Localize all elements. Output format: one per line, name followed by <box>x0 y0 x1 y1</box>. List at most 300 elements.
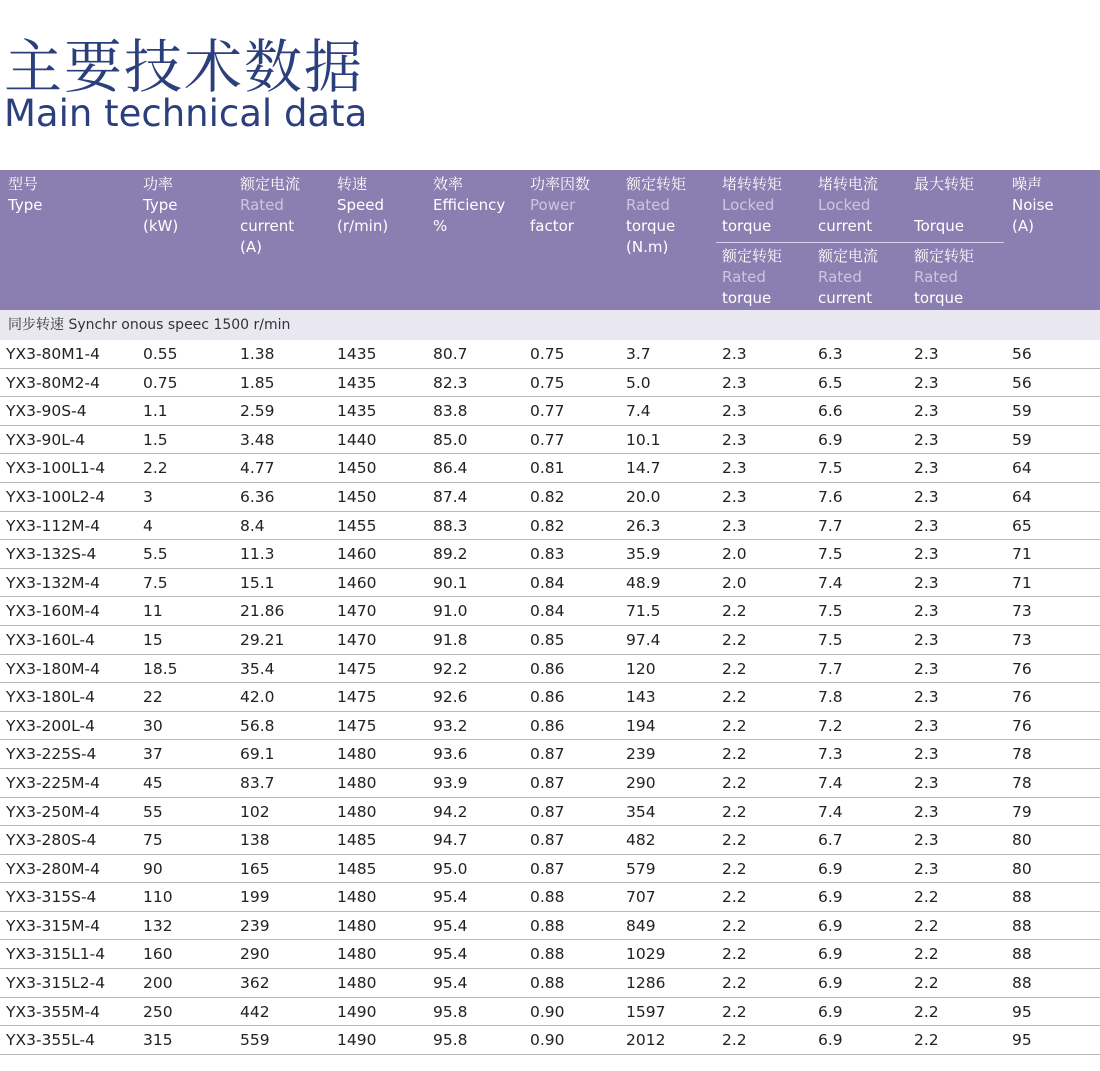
cell-efficiency: 95.8 <box>433 1002 468 1021</box>
page-title-english: Main technical data <box>4 92 368 135</box>
cell-speed: 1435 <box>337 402 377 421</box>
cell-power: 200 <box>143 974 173 993</box>
cell-power: 0.75 <box>143 373 178 392</box>
cell-current: 11.3 <box>240 545 275 564</box>
cell-locked-torque-ratio: 2.0 <box>722 573 747 592</box>
cell-power: 2.2 <box>143 459 168 478</box>
header-locked-torque-denominator: 额定转矩 Rated torque <box>722 247 783 307</box>
cell-noise: 64 <box>1012 487 1032 506</box>
section-row-synchronous-speed: 同步转速 Synchr onous speec 1500 r/min <box>0 310 1100 340</box>
cell-max-torque-ratio: 2.2 <box>914 945 939 964</box>
header-max-torque: 最大转矩 Torque <box>914 175 975 235</box>
table-row <box>0 597 1100 626</box>
cell-power-factor: 0.83 <box>530 545 565 564</box>
cell-noise: 56 <box>1012 373 1032 392</box>
cell-rated-torque: 97.4 <box>626 630 661 649</box>
cell-efficiency: 87.4 <box>433 487 468 506</box>
cell-locked-torque-ratio: 2.3 <box>722 373 747 392</box>
cell-locked-current-ratio: 7.4 <box>818 802 843 821</box>
cell-noise: 65 <box>1012 516 1032 535</box>
cell-type: YX3-132M-4 <box>6 573 100 592</box>
cell-locked-torque-ratio: 2.2 <box>722 745 747 764</box>
cell-speed: 1480 <box>337 802 377 821</box>
cell-locked-torque-ratio: 2.3 <box>722 487 747 506</box>
cell-current: 559 <box>240 1031 270 1050</box>
cell-max-torque-ratio: 2.3 <box>914 573 939 592</box>
cell-noise: 76 <box>1012 659 1032 678</box>
cell-power: 18.5 <box>143 659 178 678</box>
cell-power: 250 <box>143 1002 173 1021</box>
cell-locked-current-ratio: 7.7 <box>818 516 843 535</box>
cell-current: 3.48 <box>240 430 275 449</box>
cell-locked-current-ratio: 6.9 <box>818 916 843 935</box>
cell-max-torque-ratio: 2.3 <box>914 630 939 649</box>
cell-rated-torque: 707 <box>626 888 656 907</box>
cell-power: 110 <box>143 888 173 907</box>
cell-rated-torque: 579 <box>626 859 656 878</box>
cell-speed: 1435 <box>337 373 377 392</box>
cell-locked-torque-ratio: 2.2 <box>722 916 747 935</box>
header-current: 额定电流 Rated current (A) <box>240 175 301 256</box>
cell-type: YX3-315S-4 <box>6 888 97 907</box>
cell-current: 29.21 <box>240 630 285 649</box>
table-row <box>0 969 1100 998</box>
cell-locked-current-ratio: 7.2 <box>818 716 843 735</box>
cell-current: 138 <box>240 831 270 850</box>
cell-type: YX3-355M-4 <box>6 1002 100 1021</box>
cell-noise: 56 <box>1012 345 1032 363</box>
cell-rated-torque: 143 <box>626 688 656 707</box>
cell-power-factor: 0.87 <box>530 773 565 792</box>
cell-type: YX3-80M2-4 <box>6 373 100 392</box>
table-row <box>0 426 1100 455</box>
cell-power-factor: 0.88 <box>530 945 565 964</box>
cell-noise: 88 <box>1012 888 1032 907</box>
cell-speed: 1435 <box>337 345 377 363</box>
cell-locked-current-ratio: 7.5 <box>818 545 843 564</box>
table-row <box>0 1026 1100 1055</box>
cell-power-factor: 0.87 <box>530 859 565 878</box>
table-row <box>0 740 1100 769</box>
cell-type: YX3-180L-4 <box>6 688 95 707</box>
cell-locked-current-ratio: 6.3 <box>818 345 843 363</box>
cell-locked-torque-ratio: 2.0 <box>722 545 747 564</box>
cell-type: YX3-280M-4 <box>6 859 100 878</box>
cell-speed: 1440 <box>337 430 377 449</box>
cell-speed: 1450 <box>337 459 377 478</box>
cell-locked-current-ratio: 7.6 <box>818 487 843 506</box>
cell-rated-torque: 3.7 <box>626 345 651 363</box>
table-row <box>0 712 1100 741</box>
cell-efficiency: 82.3 <box>433 373 468 392</box>
cell-power-factor: 0.87 <box>530 802 565 821</box>
cell-current: 2.59 <box>240 402 275 421</box>
cell-power: 0.55 <box>143 345 178 363</box>
cell-power: 1.5 <box>143 430 168 449</box>
header-max-torque-denominator: 额定转矩 Rated torque <box>914 247 975 307</box>
cell-speed: 1480 <box>337 974 377 993</box>
cell-current: 4.77 <box>240 459 275 478</box>
cell-power-factor: 0.82 <box>530 516 565 535</box>
cell-efficiency: 91.0 <box>433 602 468 621</box>
cell-efficiency: 95.4 <box>433 945 468 964</box>
table-row <box>0 826 1100 855</box>
cell-max-torque-ratio: 2.3 <box>914 859 939 878</box>
cell-power-factor: 0.75 <box>530 345 565 363</box>
cell-rated-torque: 1029 <box>626 945 666 964</box>
cell-locked-torque-ratio: 2.2 <box>722 1031 747 1050</box>
cell-speed: 1475 <box>337 716 377 735</box>
header-locked-current-denominator: 额定电流 Rated current <box>818 247 879 307</box>
cell-type: YX3-315L2-4 <box>6 974 106 993</box>
cell-noise: 64 <box>1012 459 1032 478</box>
cell-current: 239 <box>240 916 270 935</box>
cell-locked-current-ratio: 6.5 <box>818 373 843 392</box>
cell-locked-torque-ratio: 2.3 <box>722 402 747 421</box>
cell-speed: 1460 <box>337 573 377 592</box>
cell-max-torque-ratio: 2.3 <box>914 345 939 363</box>
cell-locked-torque-ratio: 2.2 <box>722 659 747 678</box>
cell-speed: 1455 <box>337 516 377 535</box>
cell-speed: 1490 <box>337 1031 377 1050</box>
cell-type: YX3-355L-4 <box>6 1031 95 1050</box>
table-row <box>0 798 1100 827</box>
cell-current: 199 <box>240 888 270 907</box>
cell-rated-torque: 354 <box>626 802 656 821</box>
cell-efficiency: 80.7 <box>433 345 468 363</box>
cell-locked-current-ratio: 7.5 <box>818 459 843 478</box>
cell-noise: 73 <box>1012 602 1032 621</box>
cell-efficiency: 95.4 <box>433 974 468 993</box>
cell-efficiency: 83.8 <box>433 402 468 421</box>
table-row <box>0 626 1100 655</box>
cell-power-factor: 0.84 <box>530 573 565 592</box>
table-row <box>0 883 1100 912</box>
cell-power: 30 <box>143 716 163 735</box>
cell-efficiency: 94.7 <box>433 831 468 850</box>
header-noise: 噪声 Noise (A) <box>1012 175 1054 235</box>
cell-noise: 88 <box>1012 974 1032 993</box>
cell-power-factor: 0.87 <box>530 831 565 850</box>
cell-locked-torque-ratio: 2.3 <box>722 516 747 535</box>
cell-noise: 59 <box>1012 430 1032 449</box>
cell-type: YX3-280S-4 <box>6 831 97 850</box>
table-row <box>0 940 1100 969</box>
cell-efficiency: 94.2 <box>433 802 468 821</box>
cell-noise: 95 <box>1012 1031 1032 1050</box>
cell-locked-current-ratio: 6.9 <box>818 430 843 449</box>
cell-efficiency: 93.9 <box>433 773 468 792</box>
cell-max-torque-ratio: 2.3 <box>914 487 939 506</box>
cell-speed: 1485 <box>337 859 377 878</box>
cell-max-torque-ratio: 2.3 <box>914 459 939 478</box>
cell-locked-torque-ratio: 2.2 <box>722 831 747 850</box>
cell-rated-torque: 10.1 <box>626 430 661 449</box>
cell-speed: 1470 <box>337 602 377 621</box>
cell-locked-torque-ratio: 2.2 <box>722 716 747 735</box>
cell-max-torque-ratio: 2.2 <box>914 974 939 993</box>
cell-type: YX3-160M-4 <box>6 602 100 621</box>
cell-locked-current-ratio: 6.9 <box>818 974 843 993</box>
cell-power: 11 <box>143 602 163 621</box>
cell-power-factor: 0.85 <box>530 630 565 649</box>
cell-current: 15.1 <box>240 573 275 592</box>
cell-power-factor: 0.77 <box>530 402 565 421</box>
cell-type: YX3-100L2-4 <box>6 487 106 506</box>
cell-locked-current-ratio: 6.9 <box>818 859 843 878</box>
cell-speed: 1460 <box>337 545 377 564</box>
table-row <box>0 912 1100 941</box>
cell-type: YX3-90S-4 <box>6 402 87 421</box>
cell-noise: 88 <box>1012 945 1032 964</box>
cell-efficiency: 89.2 <box>433 545 468 564</box>
cell-efficiency: 92.6 <box>433 688 468 707</box>
cell-current: 6.36 <box>240 487 275 506</box>
cell-rated-torque: 1597 <box>626 1002 666 1021</box>
table-row <box>0 512 1100 541</box>
cell-rated-torque: 14.7 <box>626 459 661 478</box>
cell-noise: 80 <box>1012 859 1032 878</box>
cell-power: 22 <box>143 688 163 707</box>
cell-efficiency: 95.0 <box>433 859 468 878</box>
cell-noise: 95 <box>1012 1002 1032 1021</box>
cell-noise: 71 <box>1012 545 1032 564</box>
cell-speed: 1480 <box>337 916 377 935</box>
cell-type: YX3-100L1-4 <box>6 459 106 478</box>
cell-power: 7.5 <box>143 573 168 592</box>
cell-efficiency: 85.0 <box>433 430 468 449</box>
table-row <box>0 369 1100 398</box>
cell-efficiency: 95.8 <box>433 1031 468 1050</box>
cell-efficiency: 86.4 <box>433 459 468 478</box>
cell-power: 75 <box>143 831 163 850</box>
header-rated-torque: 额定转矩 Rated torque (N.m) <box>626 175 687 256</box>
cell-efficiency: 91.8 <box>433 630 468 649</box>
cell-type: YX3-225S-4 <box>6 745 97 764</box>
cell-type: YX3-160L-4 <box>6 630 95 649</box>
cell-speed: 1485 <box>337 831 377 850</box>
cell-locked-torque-ratio: 2.2 <box>722 602 747 621</box>
cell-power: 45 <box>143 773 163 792</box>
cell-rated-torque: 20.0 <box>626 487 661 506</box>
table-row <box>0 483 1100 512</box>
table-row <box>0 683 1100 712</box>
header-power-factor: 功率因数 Power factor <box>530 175 591 235</box>
cell-noise: 88 <box>1012 916 1032 935</box>
cell-current: 102 <box>240 802 270 821</box>
cell-max-torque-ratio: 2.3 <box>914 430 939 449</box>
table-row <box>0 397 1100 426</box>
cell-type: YX3-315M-4 <box>6 916 100 935</box>
cell-noise: 73 <box>1012 630 1032 649</box>
cell-power-factor: 0.88 <box>530 974 565 993</box>
cell-type: YX3-250M-4 <box>6 802 100 821</box>
cell-locked-current-ratio: 7.4 <box>818 573 843 592</box>
cell-locked-torque-ratio: 2.2 <box>722 773 747 792</box>
cell-noise: 79 <box>1012 802 1032 821</box>
cell-current: 56.8 <box>240 716 275 735</box>
cell-locked-torque-ratio: 2.2 <box>722 630 747 649</box>
cell-rated-torque: 5.0 <box>626 373 651 392</box>
cell-rated-torque: 849 <box>626 916 656 935</box>
cell-max-torque-ratio: 2.3 <box>914 802 939 821</box>
table-row <box>0 454 1100 483</box>
cell-power: 37 <box>143 745 163 764</box>
cell-max-torque-ratio: 2.3 <box>914 602 939 621</box>
cell-current: 69.1 <box>240 745 275 764</box>
cell-speed: 1490 <box>337 1002 377 1021</box>
cell-power-factor: 0.75 <box>530 373 565 392</box>
cell-type: YX3-315L1-4 <box>6 945 106 964</box>
cell-power-factor: 0.86 <box>530 716 565 735</box>
cell-power: 3 <box>143 487 153 506</box>
cell-locked-torque-ratio: 2.2 <box>722 888 747 907</box>
cell-locked-current-ratio: 7.8 <box>818 688 843 707</box>
cell-locked-torque-ratio: 2.2 <box>722 802 747 821</box>
cell-efficiency: 93.6 <box>433 745 468 764</box>
cell-locked-current-ratio: 6.9 <box>818 1002 843 1021</box>
cell-noise: 80 <box>1012 831 1032 850</box>
cell-locked-current-ratio: 6.9 <box>818 888 843 907</box>
cell-power-factor: 0.77 <box>530 430 565 449</box>
cell-type: YX3-200L-4 <box>6 716 95 735</box>
cell-locked-current-ratio: 6.6 <box>818 402 843 421</box>
cell-power-factor: 0.86 <box>530 688 565 707</box>
cell-type: YX3-112M-4 <box>6 516 100 535</box>
cell-speed: 1480 <box>337 773 377 792</box>
cell-power-factor: 0.82 <box>530 487 565 506</box>
cell-speed: 1480 <box>337 745 377 764</box>
cell-locked-current-ratio: 6.9 <box>818 945 843 964</box>
cell-locked-current-ratio: 7.3 <box>818 745 843 764</box>
cell-power: 1.1 <box>143 402 168 421</box>
cell-locked-current-ratio: 7.4 <box>818 773 843 792</box>
cell-speed: 1480 <box>337 945 377 964</box>
cell-current: 1.85 <box>240 373 275 392</box>
cell-speed: 1480 <box>337 888 377 907</box>
cell-current: 290 <box>240 945 270 964</box>
cell-current: 42.0 <box>240 688 275 707</box>
cell-power-factor: 0.84 <box>530 602 565 621</box>
cell-locked-torque-ratio: 2.2 <box>722 859 747 878</box>
table-row <box>0 998 1100 1027</box>
cell-power-factor: 0.87 <box>530 745 565 764</box>
table-row <box>0 569 1100 598</box>
cell-max-torque-ratio: 2.3 <box>914 716 939 735</box>
cell-current: 21.86 <box>240 602 285 621</box>
cell-max-torque-ratio: 2.2 <box>914 1031 939 1050</box>
cell-max-torque-ratio: 2.3 <box>914 688 939 707</box>
cell-noise: 76 <box>1012 716 1032 735</box>
table-row <box>0 540 1100 569</box>
cell-locked-torque-ratio: 2.2 <box>722 945 747 964</box>
cell-noise: 71 <box>1012 573 1032 592</box>
cell-max-torque-ratio: 2.2 <box>914 1002 939 1021</box>
cell-noise: 78 <box>1012 773 1032 792</box>
cell-efficiency: 90.1 <box>433 573 468 592</box>
cell-max-torque-ratio: 2.3 <box>914 659 939 678</box>
cell-power: 5.5 <box>143 545 168 564</box>
header-type: 型号 Type <box>8 175 43 214</box>
cell-locked-current-ratio: 7.5 <box>818 630 843 649</box>
cell-current: 83.7 <box>240 773 275 792</box>
cell-max-torque-ratio: 2.3 <box>914 831 939 850</box>
cell-type: YX3-225M-4 <box>6 773 100 792</box>
cell-rated-torque: 239 <box>626 745 656 764</box>
cell-power: 90 <box>143 859 163 878</box>
table-header <box>0 170 1100 310</box>
header-efficiency: 效率 Efficiency % <box>433 175 506 235</box>
cell-power-factor: 0.90 <box>530 1002 565 1021</box>
cell-rated-torque: 7.4 <box>626 402 651 421</box>
header-fraction-divider <box>716 242 1004 243</box>
cell-noise: 78 <box>1012 745 1032 764</box>
cell-power: 315 <box>143 1031 173 1050</box>
cell-speed: 1475 <box>337 688 377 707</box>
cell-rated-torque: 35.9 <box>626 545 661 564</box>
cell-current: 35.4 <box>240 659 275 678</box>
cell-speed: 1475 <box>337 659 377 678</box>
cell-locked-torque-ratio: 2.2 <box>722 688 747 707</box>
cell-type: YX3-90L-4 <box>6 430 86 449</box>
cell-power-factor: 0.88 <box>530 916 565 935</box>
cell-power: 55 <box>143 802 163 821</box>
cell-power-factor: 0.90 <box>530 1031 565 1050</box>
cell-max-torque-ratio: 2.3 <box>914 773 939 792</box>
cell-locked-current-ratio: 6.7 <box>818 831 843 850</box>
cell-max-torque-ratio: 2.2 <box>914 916 939 935</box>
cell-noise: 59 <box>1012 402 1032 421</box>
cell-rated-torque: 290 <box>626 773 656 792</box>
cell-locked-torque-ratio: 2.2 <box>722 1002 747 1021</box>
cell-locked-current-ratio: 7.5 <box>818 602 843 621</box>
cell-max-torque-ratio: 2.3 <box>914 745 939 764</box>
cell-type: YX3-132S-4 <box>6 545 97 564</box>
cell-locked-torque-ratio: 2.3 <box>722 459 747 478</box>
table-row <box>0 655 1100 684</box>
cell-power-factor: 0.86 <box>530 659 565 678</box>
cell-max-torque-ratio: 2.3 <box>914 545 939 564</box>
cell-current: 442 <box>240 1002 270 1021</box>
cell-max-torque-ratio: 2.2 <box>914 888 939 907</box>
cell-power: 4 <box>143 516 153 535</box>
cell-efficiency: 95.4 <box>433 888 468 907</box>
table-row <box>0 855 1100 884</box>
cell-current: 1.38 <box>240 345 275 363</box>
cell-speed: 1450 <box>337 487 377 506</box>
cell-type: YX3-180M-4 <box>6 659 100 678</box>
table-body <box>0 340 1100 1055</box>
cell-efficiency: 93.2 <box>433 716 468 735</box>
cell-locked-torque-ratio: 2.3 <box>722 430 747 449</box>
cell-efficiency: 88.3 <box>433 516 468 535</box>
cell-rated-torque: 71.5 <box>626 602 661 621</box>
cell-locked-torque-ratio: 2.2 <box>722 974 747 993</box>
header-power: 功率 Type (kW) <box>143 175 179 235</box>
cell-current: 362 <box>240 974 270 993</box>
cell-noise: 76 <box>1012 688 1032 707</box>
cell-power-factor: 0.81 <box>530 459 565 478</box>
cell-max-torque-ratio: 2.3 <box>914 373 939 392</box>
cell-rated-torque: 482 <box>626 831 656 850</box>
cell-current: 8.4 <box>240 516 265 535</box>
cell-rated-torque: 26.3 <box>626 516 661 535</box>
cell-rated-torque: 120 <box>626 659 656 678</box>
cell-speed: 1470 <box>337 630 377 649</box>
cell-max-torque-ratio: 2.3 <box>914 402 939 421</box>
cell-rated-torque: 1286 <box>626 974 666 993</box>
cell-locked-current-ratio: 6.9 <box>818 1031 843 1050</box>
